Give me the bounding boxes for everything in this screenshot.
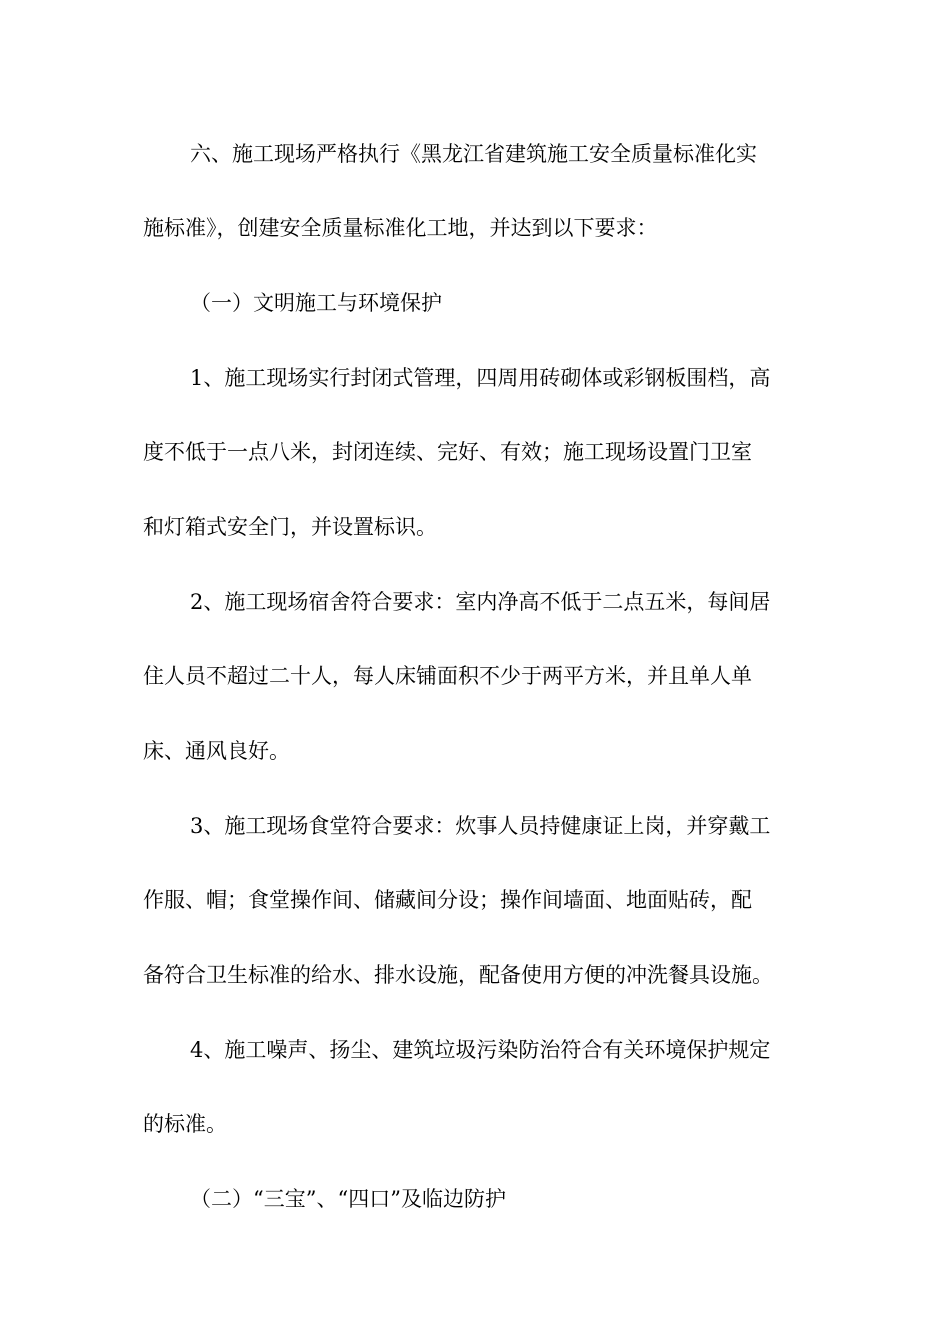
paragraph-six-line-2: 施标准》，创建安全质量标准化工地，并达到以下要求： bbox=[143, 216, 658, 240]
item-2-line-1: 2、施工现场宿舍符合要求：室内净高不低于二点五米，每间居 bbox=[190, 590, 771, 614]
item-4-line-1: 4、施工噪声、扬尘、建筑垃圾污染防治符合有关环境保护规定 bbox=[190, 1038, 771, 1062]
item-3-line-3: 备符合卫生标准的给水、排水设施，配备使用方便的冲洗餐具设施。 bbox=[143, 963, 773, 987]
item-3-line-2: 作服、帽；食堂操作间、储藏间分设；操作间墙面、地面贴砖，配 bbox=[143, 888, 752, 912]
section-heading-two: （二）“三宝”、“四口”及临边防护 bbox=[190, 1187, 506, 1211]
item-2-line-3: 床、通风良好。 bbox=[143, 739, 290, 763]
item-1-line-3: 和灯箱式安全门，并设置标识。 bbox=[143, 515, 437, 539]
item-2-line-2: 住人员不超过二十人，每人床铺面积不少于两平方米，并且单人单 bbox=[143, 664, 752, 688]
item-4-line-2: 的标准。 bbox=[143, 1112, 227, 1136]
section-heading-one: （一）文明施工与环境保护 bbox=[190, 291, 442, 315]
paragraph-six-line-1: 六、施工现场严格执行《黑龙江省建筑施工安全质量标准化实 bbox=[190, 142, 757, 166]
item-1-line-1: 1、施工现场实行封闭式管理，四周用砖砌体或彩钢板围档，高 bbox=[190, 366, 771, 390]
item-1-line-2: 度不低于一点八米，封闭连续、完好、有效；施工现场设置门卫室 bbox=[143, 440, 752, 464]
item-3-line-1: 3、施工现场食堂符合要求：炊事人员持健康证上岗，并穿戴工 bbox=[190, 814, 771, 838]
